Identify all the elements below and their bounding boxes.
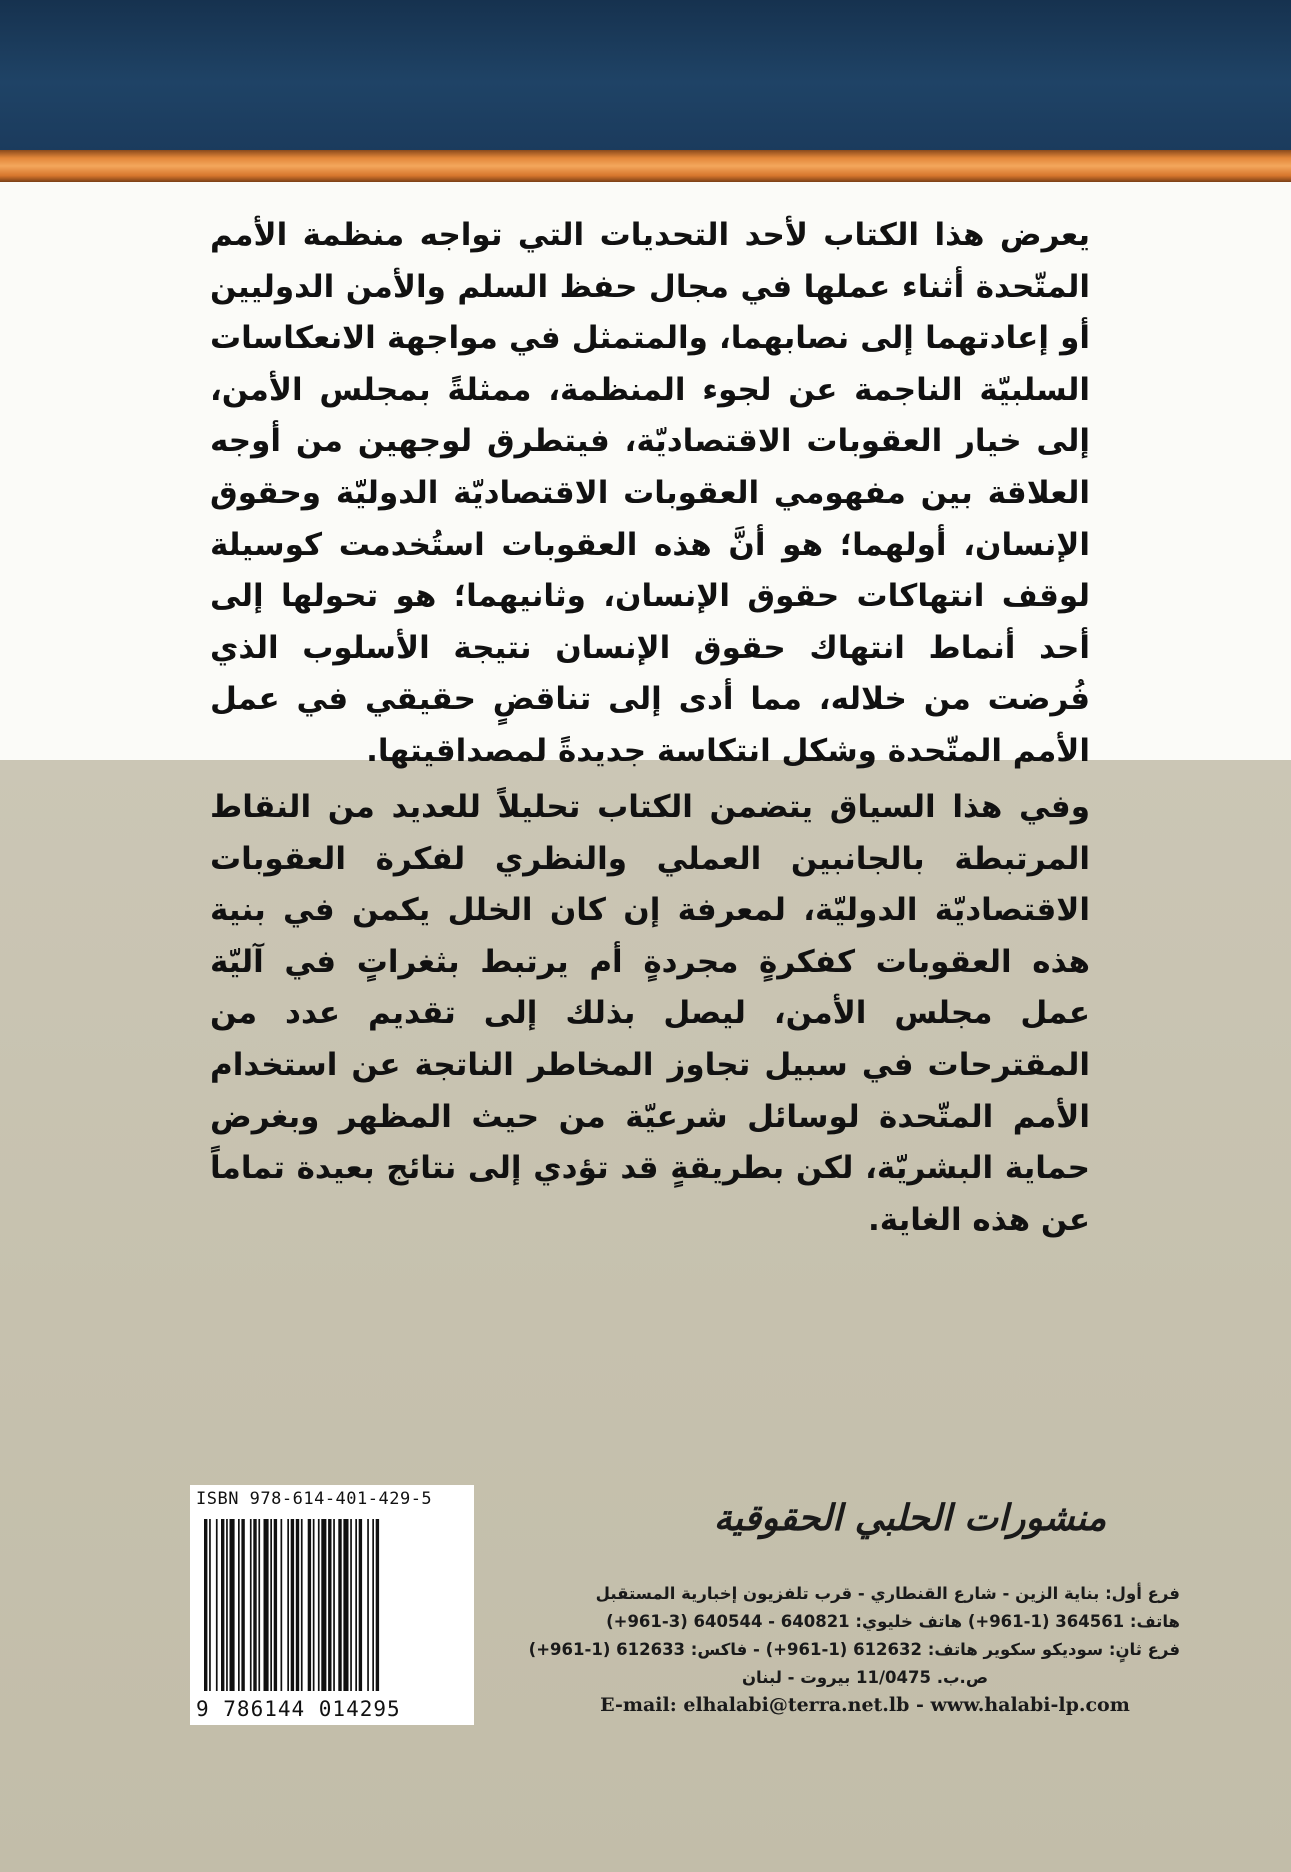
barcode-bar <box>367 1519 369 1691</box>
barcode-bar <box>372 1519 374 1691</box>
isbn-label: ISBN 978-614-401-429-5 <box>196 1489 433 1509</box>
barcode-bar <box>321 1519 326 1691</box>
barcode-digits: 9 786144 014295 <box>196 1697 401 1721</box>
barcode-bars <box>204 1519 460 1691</box>
barcode-bar <box>221 1519 224 1691</box>
barcode-bar <box>308 1519 311 1691</box>
barcode-bar <box>264 1519 269 1691</box>
barcode-bar <box>226 1519 228 1691</box>
barcode-bar <box>359 1519 362 1691</box>
barcode-bar <box>209 1519 211 1691</box>
barcode-bar <box>328 1519 331 1691</box>
barcode-bar <box>343 1519 348 1691</box>
branch-1-address: فرع أول: بناية الزين - شارع القنطاري - قرب تلفزيون إخبارية المستقبل <box>595 1584 1180 1603</box>
publisher-logo: منشورات الحلبي الحقوقية <box>713 1497 1107 1539</box>
barcode-bar <box>296 1519 299 1691</box>
blurb-paragraph-1: يعرض هذا الكتاب لأحد التحديات التي تواجه منظمة الأمم المتّحدة أثناء عملها في مجال حفظ السلم والأمن الدوليين أو إعادتهما إلى نصابهما، والمتمثل في مواجهة الانعكاسات السلبيّة الناجمة عن لجوء المنظمة، ممثلةً بمجلس الأمن، إلى خيار العقوبات الاقتصاديّة، فيتطرق لوجهين من أوجه العلاقة بين مفهومي العقوبات الاقتصاديّة الدوليّة وحقوق الإنسان، أولهما؛ هو أنَّ هذه العقوبات استُخدمت كوسيلة لوقف انتهاكات حقوق الإنسان، وثانيهما؛ هو تحولها إلى أحد أنماط انتهاك حقوق الإنسان نتيجة الأسلوب الذي فُرضت من خلاله، مما أدى إلى تناقضٍ حقيقي في عمل الأمم المتّحدة وشكل انتكاسة جديدةً لمصداقيتها. <box>210 217 1090 769</box>
barcode-bar <box>338 1519 341 1691</box>
blurb-paragraph-2: وفي هذا السياق يتضمن الكتاب تحليلاً للعديد من النقاط المرتبطة بالجانبين العملي والنظري لفكرة العقوبات الاقتصاديّة الدوليّة، لمعرفة إن كان الخلل يكمن في بنية هذه العقوبات كفكرةٍ مجردةٍ أم يرتبط بثغراتٍ في آليّة عمل مجلس الأمن، ليصل بذلك إلى تقديم عدد من المقترحات في سبيل تجاوز المخاطر الناتجة عن استخدام الأمم المتّحدة لوسائل شرعيّة من حيث المظهر وبغرض حماية البشريّة، لكن بطريقةٍ قد تؤدي إلى نتائج بعيدة تماماً عن هذه الغاية. <box>210 789 1090 1238</box>
barcode-bar <box>355 1519 357 1691</box>
barcode-bar <box>238 1519 240 1691</box>
email-website: E-mail: elhalabi@terra.net.lb - www.halabi-lp.com <box>600 1694 1130 1716</box>
barcode-bar <box>313 1519 315 1691</box>
cover-top-band <box>0 0 1291 150</box>
branch-2-contact: فرع ثانٍ: سوديكو سكوير هاتف: 612632 (1-961+) - فاكس: 612633 (1-961+) <box>528 1640 1180 1659</box>
branch-1-phones: هاتف: 364561 (1-961+) هاتف خليوي: 640821 - 640544 (3-961+) <box>606 1612 1180 1631</box>
barcode-bar <box>333 1519 335 1691</box>
barcode-bar <box>281 1519 283 1691</box>
barcode-bar <box>258 1519 260 1691</box>
barcode-bar <box>250 1519 252 1691</box>
barcode-bar <box>301 1519 303 1691</box>
barcode-bar <box>287 1519 289 1691</box>
barcode-bar <box>241 1519 244 1691</box>
barcode-bar <box>376 1519 379 1691</box>
barcode-bar <box>318 1519 320 1691</box>
barcode-bar <box>274 1519 277 1691</box>
barcode-bar <box>350 1519 352 1691</box>
barcode-bar <box>230 1519 235 1691</box>
cover-orange-stripe <box>0 150 1291 182</box>
barcode-bar <box>216 1519 218 1691</box>
isbn-barcode <box>190 1485 474 1725</box>
po-box: ص.ب. 11/0475 بيروت - لبنان <box>741 1668 989 1687</box>
barcode-bar <box>270 1519 272 1691</box>
barcode-bar <box>253 1519 256 1691</box>
barcode-bar <box>291 1519 294 1691</box>
barcode-bar <box>204 1519 207 1691</box>
